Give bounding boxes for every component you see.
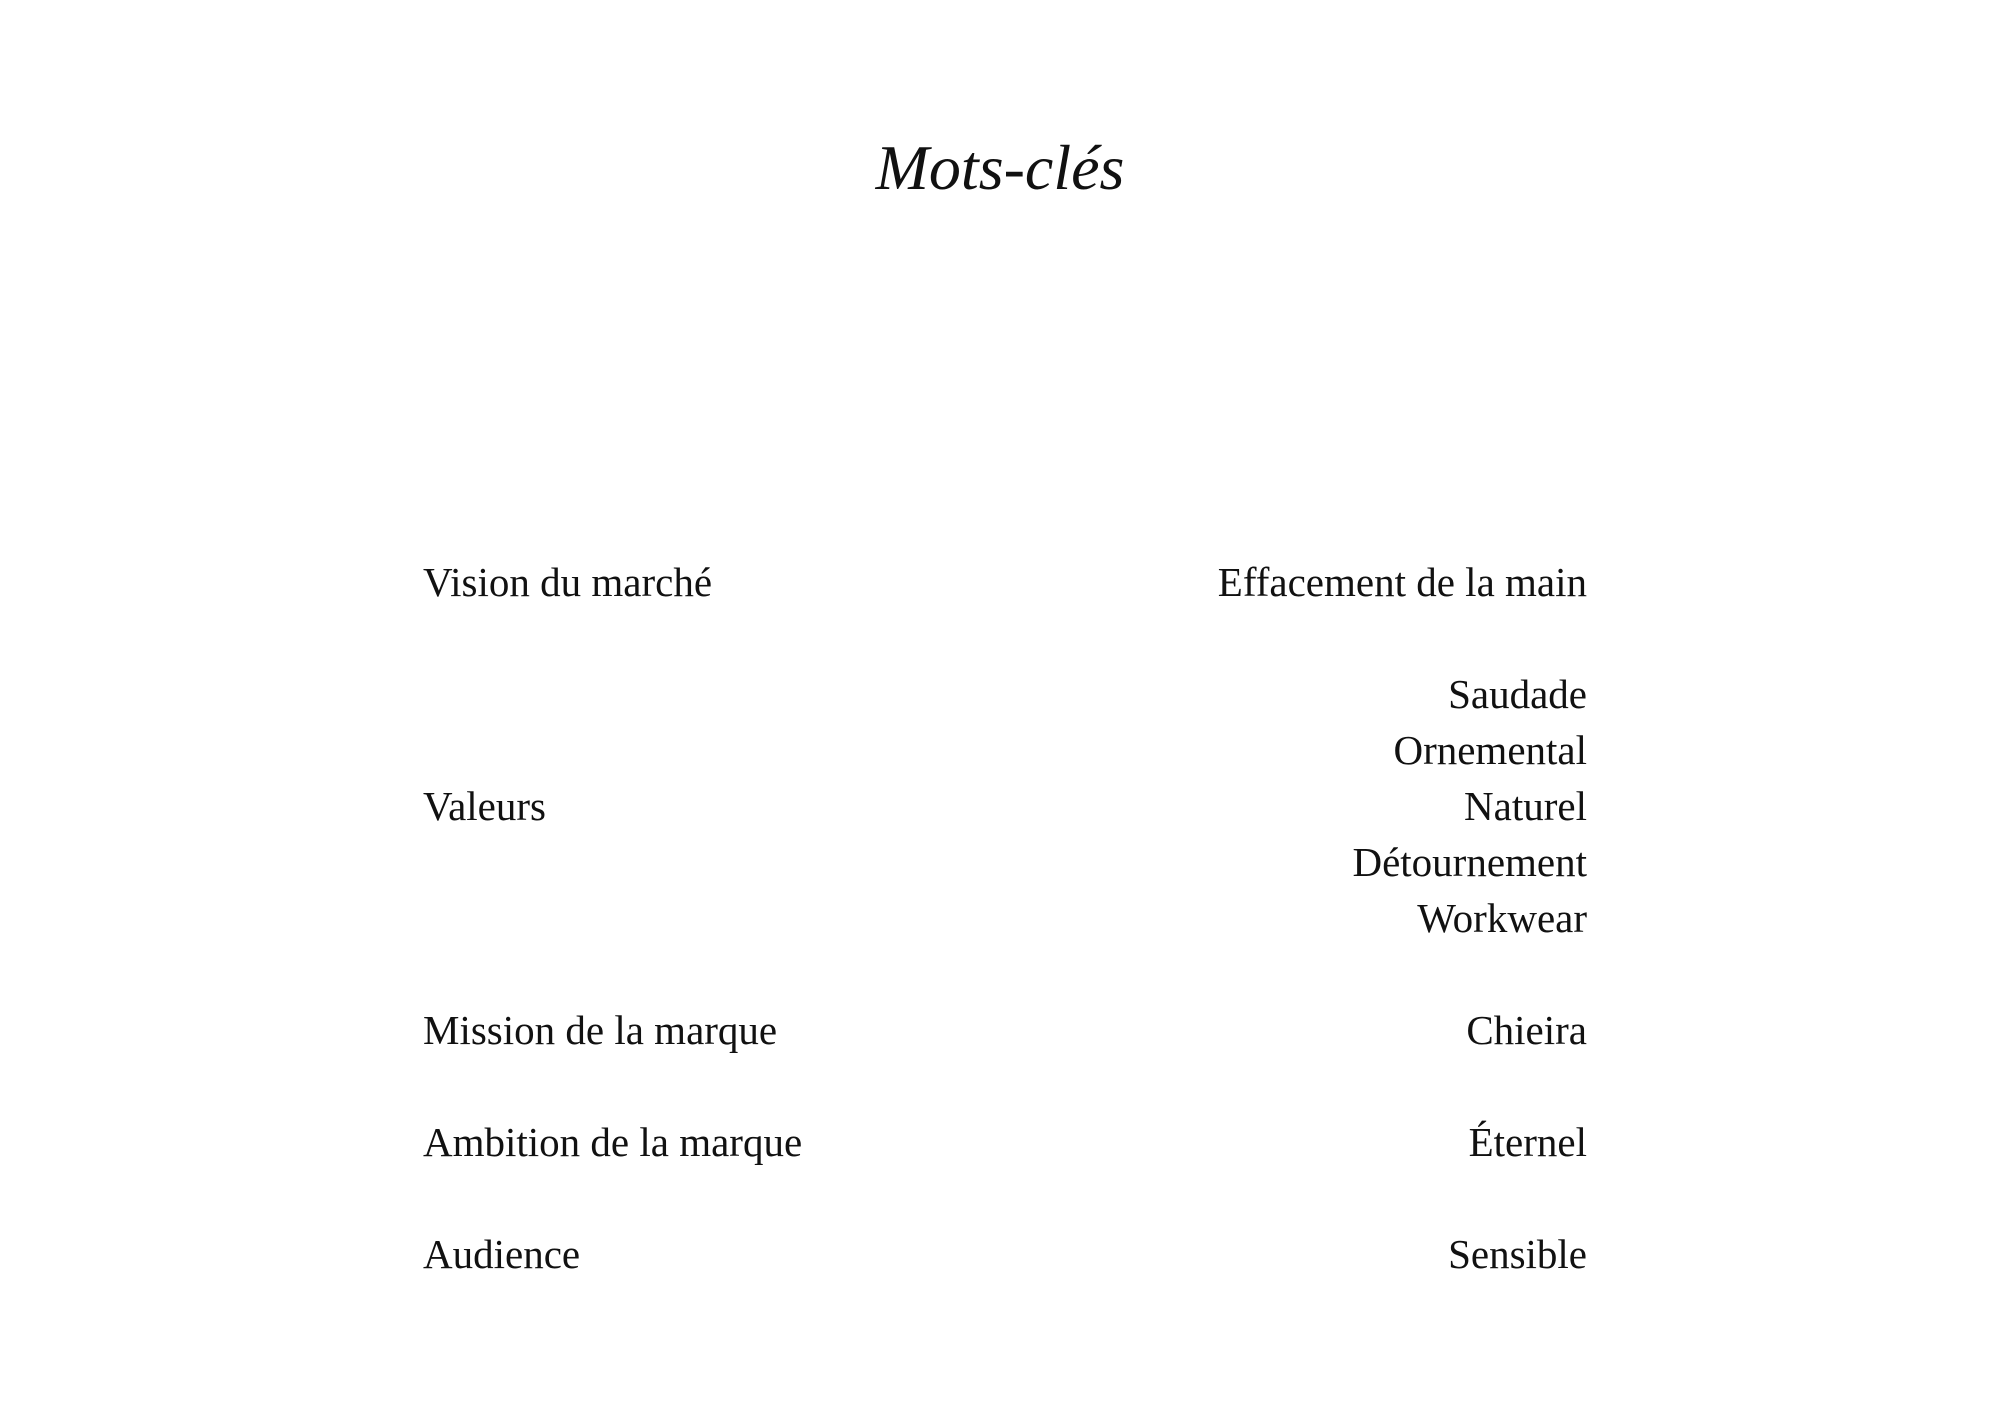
keyword-row-ambition: [423, 1114, 1587, 1170]
row-value: Saudade: [1448, 671, 1587, 717]
keyword-table: [423, 554, 1587, 1282]
row-value: Éternel: [1468, 1119, 1587, 1165]
page-title: Mots-clés: [875, 132, 1125, 203]
row-label: Ambition de la marque: [423, 1119, 803, 1165]
row-values: [1448, 1226, 1587, 1282]
row-label: Vision du marché: [423, 559, 713, 605]
row-value: Ornemental: [1393, 727, 1587, 773]
row-values: [1218, 554, 1587, 610]
row-value: Naturel: [1464, 783, 1587, 829]
row-value: Sensible: [1448, 1231, 1587, 1277]
keyword-row-valeurs: [423, 666, 1587, 946]
row-value: Effacement de la main: [1217, 559, 1587, 605]
row-value: Chieira: [1466, 1007, 1587, 1053]
row-value: Workwear: [1417, 895, 1587, 941]
row-values: [1466, 1002, 1587, 1058]
row-value: Détournement: [1352, 839, 1587, 885]
keyword-row-mission: [423, 1002, 1587, 1058]
row-label: Audience: [423, 1231, 581, 1277]
row-values: [1352, 666, 1587, 946]
row-values: [1469, 1114, 1587, 1170]
keyword-row-vision: [423, 554, 1587, 610]
row-label: Valeurs: [423, 783, 546, 829]
row-label: Mission de la marque: [423, 1007, 778, 1053]
keyword-row-audience: [423, 1226, 1587, 1282]
